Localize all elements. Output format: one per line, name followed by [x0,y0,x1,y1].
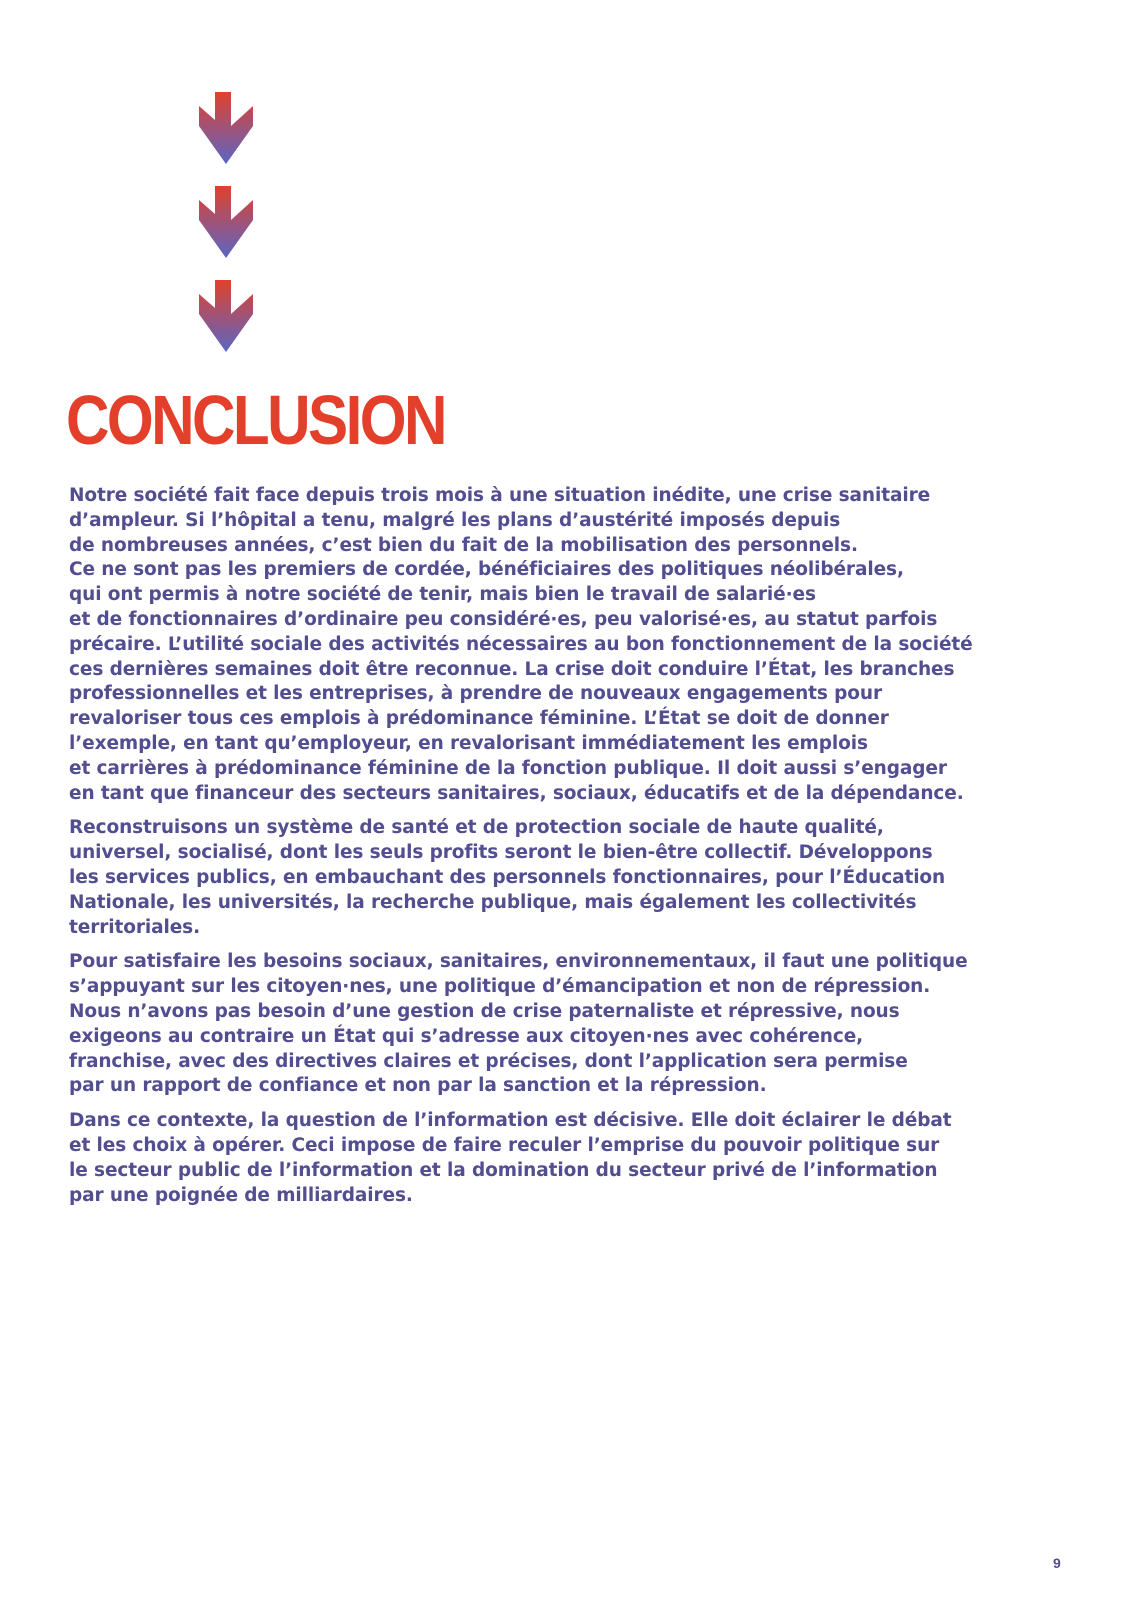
text-line: franchise, avec des directives claires et précises, dont l’application sera permise [69,1050,908,1072]
text-line: ces dernières semaines doit être reconnue. La crise doit conduire l’État, les branches [69,658,955,680]
page-title: CONCLUSION [66,381,445,459]
arrow-down-icon [193,92,259,168]
text-line: universel, socialisé, dont les seuls profits seront le bien-être collectif. Développons [69,842,933,864]
decorative-arrows [193,92,259,374]
text-line: Notre société fait face depuis trois mois à une situation inédite, une crise sanitaire [69,485,931,506]
text-line: Pour satisfaire les besoins sociaux, sanitaires, environnementaux, il faut une politique [69,951,968,973]
text-line: et carrières à prédominance féminine de la fonction publique. Il doit aussi s’engager [69,757,947,779]
text-line: Dans ce contexte, la question de l’information est décisive. Elle doit éclairer le débat [69,1110,952,1132]
text-line: Reconstruisons un système de santé et de protection sociale de haute qualité, [69,817,884,839]
text-line: les services publics, en embauchant des personnels fonctionnaires, pour l’Éducation [69,866,946,888]
text-line: le secteur public de l’information et la domination du secteur privé de l’information [69,1159,938,1181]
text-line: territoriales. [69,916,201,938]
text-line: revaloriser tous ces emplois à prédominance féminine. L’État se doit de donner [69,708,889,730]
text-line: précaire. L’utilité sociale des activités nécessaires au bon fonctionnement de la société [69,633,973,655]
text-line: et de fonctionnaires d’ordinaire peu considéré·es, peu valorisé·es, au statut parfois [69,608,938,630]
text-line: Ce ne sont pas les premiers de cordée, bénéficiaires des politiques néolibérales, [69,559,904,581]
arrow-down-icon [193,280,259,356]
arrow-down-icon [193,186,259,262]
text-line: et les choix à opérer. Ceci impose de faire reculer l’emprise du pouvoir politique sur [69,1134,940,1156]
text-line: s’appuyant sur les citoyen·nes, une politique d’émancipation et non de répression. [69,976,931,998]
text-line: exigeons au contraire un État qui s’adresse aux citoyen·nes avec cohérence, [69,1025,864,1047]
paragraph [69,816,1069,940]
text-line: Nous n’avons pas besoin d’une gestion de crise paternaliste et répressive, nous [69,1000,900,1022]
text-line: Nationale, les universités, la recherche publique, mais également les collectivités [69,891,917,913]
paragraph [69,1109,1069,1208]
text-line: en tant que financeur des secteurs sanitaires, sociaux, éducatifs et de la dépendance. [69,782,964,804]
text-line: professionnelles et les entreprises, à prendre de nouveaux engagements pour [69,683,883,705]
page-number: 9 [1053,1555,1061,1571]
text-line: par un rapport de confiance et non par la sanction et la répression. [69,1075,767,1097]
paragraph [69,484,1069,806]
text-line: l’exemple, en tant qu’employeur, en revalorisant immédiatement les emplois [69,732,868,754]
text-line: par une poignée de milliardaires. [69,1184,413,1206]
conclusion-body [69,484,1069,1218]
paragraph [69,950,1069,1099]
text-line: qui ont permis à notre société de tenir, mais bien le travail de salarié·es [69,584,816,606]
text-line: d’ampleur. Si l’hôpital a tenu, malgré les plans d’austérité imposés depuis [69,509,841,531]
text-line: de nombreuses années, c’est bien du fait de la mobilisation des personnels. [69,534,858,556]
